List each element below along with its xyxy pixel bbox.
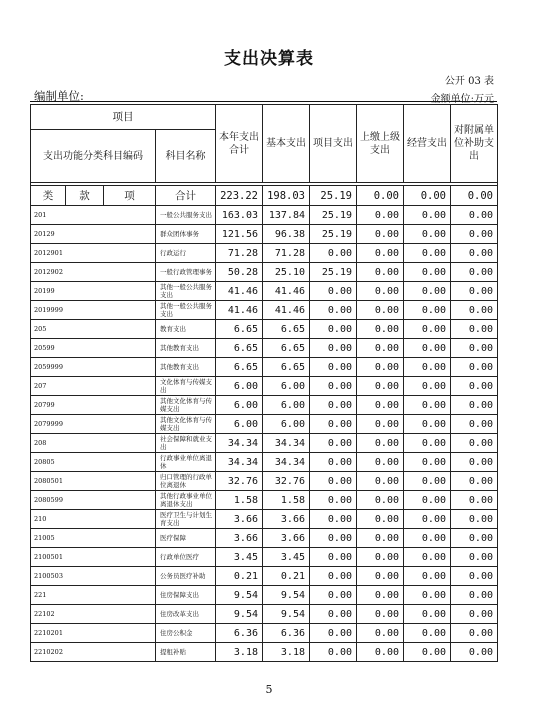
row-value-cell: 0.21 xyxy=(216,567,263,586)
row-value-cell: 0.00 xyxy=(404,472,451,491)
row-value-cell: 0.00 xyxy=(451,415,498,434)
row-subject-name: 一般公共服务支出 xyxy=(156,206,216,225)
row-value-cell: 0.00 xyxy=(310,377,357,396)
row-value-cell: 0.00 xyxy=(404,567,451,586)
table-row xyxy=(31,472,498,491)
row-value-cell: 6.00 xyxy=(216,377,263,396)
row-value-cell: 0.00 xyxy=(404,605,451,624)
row-value-cell: 0.00 xyxy=(404,434,451,453)
row-value-cell: 3.66 xyxy=(216,510,263,529)
row-value-cell: 0.00 xyxy=(451,434,498,453)
row-value-cell: 0.00 xyxy=(310,396,357,415)
compiling-unit-label: 编制单位: xyxy=(34,89,84,103)
row-code: 20799 xyxy=(31,396,156,415)
row-value-cell: 0.00 xyxy=(404,396,451,415)
row-code: 221 xyxy=(31,586,156,605)
row-subject-name: 社会保障和就业支出 xyxy=(156,434,216,453)
row-value-cell: 0.00 xyxy=(310,643,357,662)
header-subsidy: 对附属单位补助支出 xyxy=(451,105,498,183)
row-subject-name: 公务员医疗补助 xyxy=(156,567,216,586)
row-code: 205 xyxy=(31,320,156,339)
row-value-cell: 0.00 xyxy=(451,377,498,396)
row-value-cell: 0.00 xyxy=(451,472,498,491)
row-value-cell: 0.00 xyxy=(310,605,357,624)
table-row xyxy=(31,206,498,225)
row-value-cell: 25.19 xyxy=(310,263,357,282)
header-subject-name: 科目名称 xyxy=(156,130,216,183)
row-subject-name: 其他一般公共服务支出 xyxy=(156,301,216,320)
row-value-cell: 9.54 xyxy=(263,605,310,624)
row-value-cell: 25.19 xyxy=(310,225,357,244)
row-code: 2012902 xyxy=(31,263,156,282)
row-value-cell: 0.00 xyxy=(310,434,357,453)
table-row xyxy=(31,453,498,472)
row-value-cell: 0.00 xyxy=(451,244,498,263)
table-row xyxy=(31,415,498,434)
row-value-cell: 0.00 xyxy=(310,510,357,529)
row-value-cell: 6.00 xyxy=(216,415,263,434)
row-value-cell: 0.00 xyxy=(310,529,357,548)
row-value-cell: 0.00 xyxy=(451,263,498,282)
row-value-cell: 6.36 xyxy=(263,624,310,643)
row-value-cell: 50.28 xyxy=(216,263,263,282)
row-value-cell: 0.00 xyxy=(404,263,451,282)
row-value-cell: 0.00 xyxy=(404,529,451,548)
row-subject-name: 文化体育与传媒支出 xyxy=(156,377,216,396)
row-value-cell: 0.00 xyxy=(310,567,357,586)
row-subject-name: 其他文化体育与传媒支出 xyxy=(156,415,216,434)
table-body xyxy=(31,206,498,662)
row-value-cell: 25.19 xyxy=(310,206,357,225)
row-value-cell: 0.00 xyxy=(404,320,451,339)
row-value-cell: 3.18 xyxy=(216,643,263,662)
row-value-cell: 0.00 xyxy=(310,472,357,491)
row-subject-name: 住房公积金 xyxy=(156,624,216,643)
row-subject-name: 群众团体事务 xyxy=(156,225,216,244)
row-value-cell: 0.00 xyxy=(404,358,451,377)
row-subject-name: 其他文化体育与传媒支出 xyxy=(156,396,216,415)
row-value-cell: 0.00 xyxy=(404,244,451,263)
row-code: 210 xyxy=(31,510,156,529)
row-subject-name: 提租补贴 xyxy=(156,643,216,662)
header-upper: 上缴上级支出 xyxy=(357,105,404,183)
total-cell: 223.22 xyxy=(216,186,263,206)
row-value-cell: 0.00 xyxy=(357,434,404,453)
row-value-cell: 71.28 xyxy=(216,244,263,263)
row-value-cell: 0.00 xyxy=(310,586,357,605)
row-value-cell: 1.58 xyxy=(216,491,263,510)
row-value-cell: 32.76 xyxy=(263,472,310,491)
row-value-cell: 0.00 xyxy=(404,301,451,320)
row-value-cell: 0.00 xyxy=(310,453,357,472)
row-value-cell: 3.66 xyxy=(263,510,310,529)
row-value-cell: 0.00 xyxy=(357,396,404,415)
row-value-cell: 0.00 xyxy=(357,624,404,643)
row-value-cell: 0.00 xyxy=(404,225,451,244)
row-value-cell: 6.65 xyxy=(263,320,310,339)
row-code: 2210201 xyxy=(31,624,156,643)
row-value-cell: 0.00 xyxy=(310,624,357,643)
row-subject-name: 归口管理的行政单位离退休 xyxy=(156,472,216,491)
header-rule xyxy=(30,101,497,102)
row-code: 20599 xyxy=(31,339,156,358)
row-value-cell: 0.00 xyxy=(404,377,451,396)
row-value-cell: 0.00 xyxy=(451,491,498,510)
row-subject-name: 住房保障支出 xyxy=(156,586,216,605)
row-value-cell: 0.00 xyxy=(451,586,498,605)
header-project: 项目支出 xyxy=(310,105,357,183)
header-basic: 基本支出 xyxy=(263,105,310,183)
row-value-cell: 3.45 xyxy=(216,548,263,567)
row-value-cell: 0.00 xyxy=(357,206,404,225)
table-row xyxy=(31,491,498,510)
row-value-cell: 0.00 xyxy=(451,339,498,358)
row-value-cell: 6.00 xyxy=(263,415,310,434)
row-value-cell: 6.65 xyxy=(216,358,263,377)
table-row xyxy=(31,624,498,643)
total-cell: 25.19 xyxy=(310,186,357,206)
total-cell: 0.00 xyxy=(357,186,404,206)
row-value-cell: 0.00 xyxy=(357,282,404,301)
row-value-cell: 0.00 xyxy=(357,415,404,434)
page-number: 5 xyxy=(265,683,273,696)
table-row xyxy=(31,377,498,396)
row-code: 2210202 xyxy=(31,643,156,662)
row-value-cell: 0.00 xyxy=(451,548,498,567)
row-value-cell: 0.00 xyxy=(310,358,357,377)
row-code: 21005 xyxy=(31,529,156,548)
table-row xyxy=(31,301,498,320)
total-cell: 0.00 xyxy=(451,186,498,206)
table-row xyxy=(31,567,498,586)
row-value-cell: 1.58 xyxy=(263,491,310,510)
row-value-cell: 0.00 xyxy=(451,624,498,643)
row-value-cell: 0.00 xyxy=(451,225,498,244)
header-total: 本年支出合计 xyxy=(216,105,263,183)
row-value-cell: 9.54 xyxy=(216,605,263,624)
row-value-cell: 0.00 xyxy=(404,624,451,643)
row-code: 22102 xyxy=(31,605,156,624)
row-value-cell: 0.00 xyxy=(310,339,357,358)
row-code: 2080599 xyxy=(31,491,156,510)
row-value-cell: 0.00 xyxy=(404,282,451,301)
row-value-cell: 0.00 xyxy=(357,358,404,377)
page-title: 支出决算表 xyxy=(224,49,314,69)
row-value-cell: 0.00 xyxy=(451,358,498,377)
row-value-cell: 0.00 xyxy=(451,453,498,472)
table-row xyxy=(31,358,498,377)
total-label: 合计 xyxy=(156,186,216,206)
row-value-cell: 0.00 xyxy=(404,510,451,529)
row-value-cell: 34.34 xyxy=(263,453,310,472)
total-cell: 198.03 xyxy=(263,186,310,206)
row-value-cell: 25.10 xyxy=(263,263,310,282)
row-value-cell: 0.00 xyxy=(404,206,451,225)
row-subject-name: 其他教育支出 xyxy=(156,339,216,358)
row-subject-name: 行政事业单位离退休 xyxy=(156,453,216,472)
row-value-cell: 6.36 xyxy=(216,624,263,643)
subheader-kuan: 款 xyxy=(66,186,104,206)
row-value-cell: 6.00 xyxy=(263,396,310,415)
row-value-cell: 0.00 xyxy=(357,472,404,491)
row-value-cell: 0.00 xyxy=(451,301,498,320)
row-value-cell: 0.00 xyxy=(357,548,404,567)
table-row xyxy=(31,282,498,301)
row-value-cell: 0.00 xyxy=(451,206,498,225)
table-row xyxy=(31,548,498,567)
row-code: 20129 xyxy=(31,225,156,244)
row-value-cell: 3.66 xyxy=(263,529,310,548)
row-value-cell: 3.45 xyxy=(263,548,310,567)
row-value-cell: 34.34 xyxy=(216,434,263,453)
row-value-cell: 0.00 xyxy=(404,491,451,510)
row-value-cell: 96.38 xyxy=(263,225,310,244)
row-value-cell: 0.00 xyxy=(357,510,404,529)
row-value-cell: 0.00 xyxy=(310,282,357,301)
row-subject-name: 行政单位医疗 xyxy=(156,548,216,567)
row-code: 2100503 xyxy=(31,567,156,586)
row-code: 207 xyxy=(31,377,156,396)
row-value-cell: 41.46 xyxy=(263,301,310,320)
row-value-cell: 6.65 xyxy=(263,339,310,358)
row-value-cell: 6.65 xyxy=(216,339,263,358)
row-value-cell: 6.00 xyxy=(263,377,310,396)
row-value-cell: 0.00 xyxy=(310,244,357,263)
row-subject-name: 教育支出 xyxy=(156,320,216,339)
row-value-cell: 0.00 xyxy=(404,643,451,662)
row-value-cell: 6.65 xyxy=(216,320,263,339)
table-row xyxy=(31,244,498,263)
row-subject-name: 其他一般公共服务支出 xyxy=(156,282,216,301)
subheader-xiang: 项 xyxy=(104,186,156,206)
table-row xyxy=(31,605,498,624)
row-value-cell: 0.00 xyxy=(357,529,404,548)
row-code: 2079999 xyxy=(31,415,156,434)
row-value-cell: 41.46 xyxy=(263,282,310,301)
row-value-cell: 0.21 xyxy=(263,567,310,586)
table-code-label: 公开 03 表 xyxy=(444,76,494,87)
row-code: 20199 xyxy=(31,282,156,301)
row-code: 2059999 xyxy=(31,358,156,377)
row-value-cell: 0.00 xyxy=(357,225,404,244)
row-value-cell: 0.00 xyxy=(357,339,404,358)
row-value-cell: 0.00 xyxy=(357,491,404,510)
row-value-cell: 0.00 xyxy=(310,415,357,434)
table-row xyxy=(31,434,498,453)
table-row xyxy=(31,643,498,662)
row-value-cell: 6.65 xyxy=(263,358,310,377)
row-value-cell: 34.34 xyxy=(263,434,310,453)
amount-unit-label: 金额单位:万元 xyxy=(430,94,494,105)
row-value-cell: 0.00 xyxy=(451,643,498,662)
row-value-cell: 0.00 xyxy=(357,244,404,263)
row-value-cell: 0.00 xyxy=(357,320,404,339)
row-value-cell: 0.00 xyxy=(310,491,357,510)
row-value-cell: 0.00 xyxy=(451,529,498,548)
row-value-cell: 137.84 xyxy=(263,206,310,225)
row-value-cell: 0.00 xyxy=(404,415,451,434)
row-value-cell: 0.00 xyxy=(357,301,404,320)
row-subject-name: 一般行政管理事务 xyxy=(156,263,216,282)
row-value-cell: 41.46 xyxy=(216,301,263,320)
row-subject-name: 医疗卫生与计划生育支出 xyxy=(156,510,216,529)
row-code: 2012901 xyxy=(31,244,156,263)
row-value-cell: 41.46 xyxy=(216,282,263,301)
row-value-cell: 0.00 xyxy=(310,320,357,339)
row-value-cell: 0.00 xyxy=(357,453,404,472)
row-value-cell: 0.00 xyxy=(451,510,498,529)
row-value-cell: 3.18 xyxy=(263,643,310,662)
header-business: 经营支出 xyxy=(404,105,451,183)
row-code: 2100501 xyxy=(31,548,156,567)
row-value-cell: 0.00 xyxy=(404,453,451,472)
row-value-cell: 0.00 xyxy=(357,567,404,586)
expenditure-table xyxy=(30,104,498,662)
row-value-cell: 0.00 xyxy=(310,301,357,320)
row-value-cell: 0.00 xyxy=(357,263,404,282)
row-value-cell: 9.54 xyxy=(263,586,310,605)
subheader-lei: 类 xyxy=(31,186,66,206)
row-value-cell: 0.00 xyxy=(404,586,451,605)
table-row xyxy=(31,225,498,244)
row-value-cell: 0.00 xyxy=(357,643,404,662)
row-subject-name: 医疗保障 xyxy=(156,529,216,548)
row-value-cell: 0.00 xyxy=(357,586,404,605)
table-row xyxy=(31,396,498,415)
row-code: 2080501 xyxy=(31,472,156,491)
row-value-cell: 0.00 xyxy=(404,339,451,358)
table-row xyxy=(31,263,498,282)
row-code: 208 xyxy=(31,434,156,453)
row-value-cell: 0.00 xyxy=(451,396,498,415)
table-row xyxy=(31,320,498,339)
row-value-cell: 0.00 xyxy=(451,282,498,301)
table-row xyxy=(31,529,498,548)
row-value-cell: 0.00 xyxy=(357,605,404,624)
row-value-cell: 71.28 xyxy=(263,244,310,263)
table-row xyxy=(31,586,498,605)
row-value-cell: 32.76 xyxy=(216,472,263,491)
row-code: 201 xyxy=(31,206,156,225)
row-value-cell: 0.00 xyxy=(310,548,357,567)
row-subject-name: 其他教育支出 xyxy=(156,358,216,377)
row-value-cell: 34.34 xyxy=(216,453,263,472)
row-value-cell: 0.00 xyxy=(404,548,451,567)
row-code: 2019999 xyxy=(31,301,156,320)
row-value-cell: 163.03 xyxy=(216,206,263,225)
row-value-cell: 0.00 xyxy=(357,377,404,396)
row-subject-name: 住房改革支出 xyxy=(156,605,216,624)
row-value-cell: 6.00 xyxy=(216,396,263,415)
row-code: 20805 xyxy=(31,453,156,472)
row-subject-name: 行政运行 xyxy=(156,244,216,263)
total-cell: 0.00 xyxy=(404,186,451,206)
row-value-cell: 3.66 xyxy=(216,529,263,548)
row-value-cell: 0.00 xyxy=(451,567,498,586)
table-row xyxy=(31,510,498,529)
table-row xyxy=(31,339,498,358)
row-value-cell: 9.54 xyxy=(216,586,263,605)
header-func-code: 支出功能分类科目编码 xyxy=(31,130,156,183)
row-value-cell: 121.56 xyxy=(216,225,263,244)
row-value-cell: 0.00 xyxy=(451,605,498,624)
row-subject-name: 其他行政事业单位离退休支出 xyxy=(156,491,216,510)
row-value-cell: 0.00 xyxy=(451,320,498,339)
header-item: 项目 xyxy=(31,105,216,130)
